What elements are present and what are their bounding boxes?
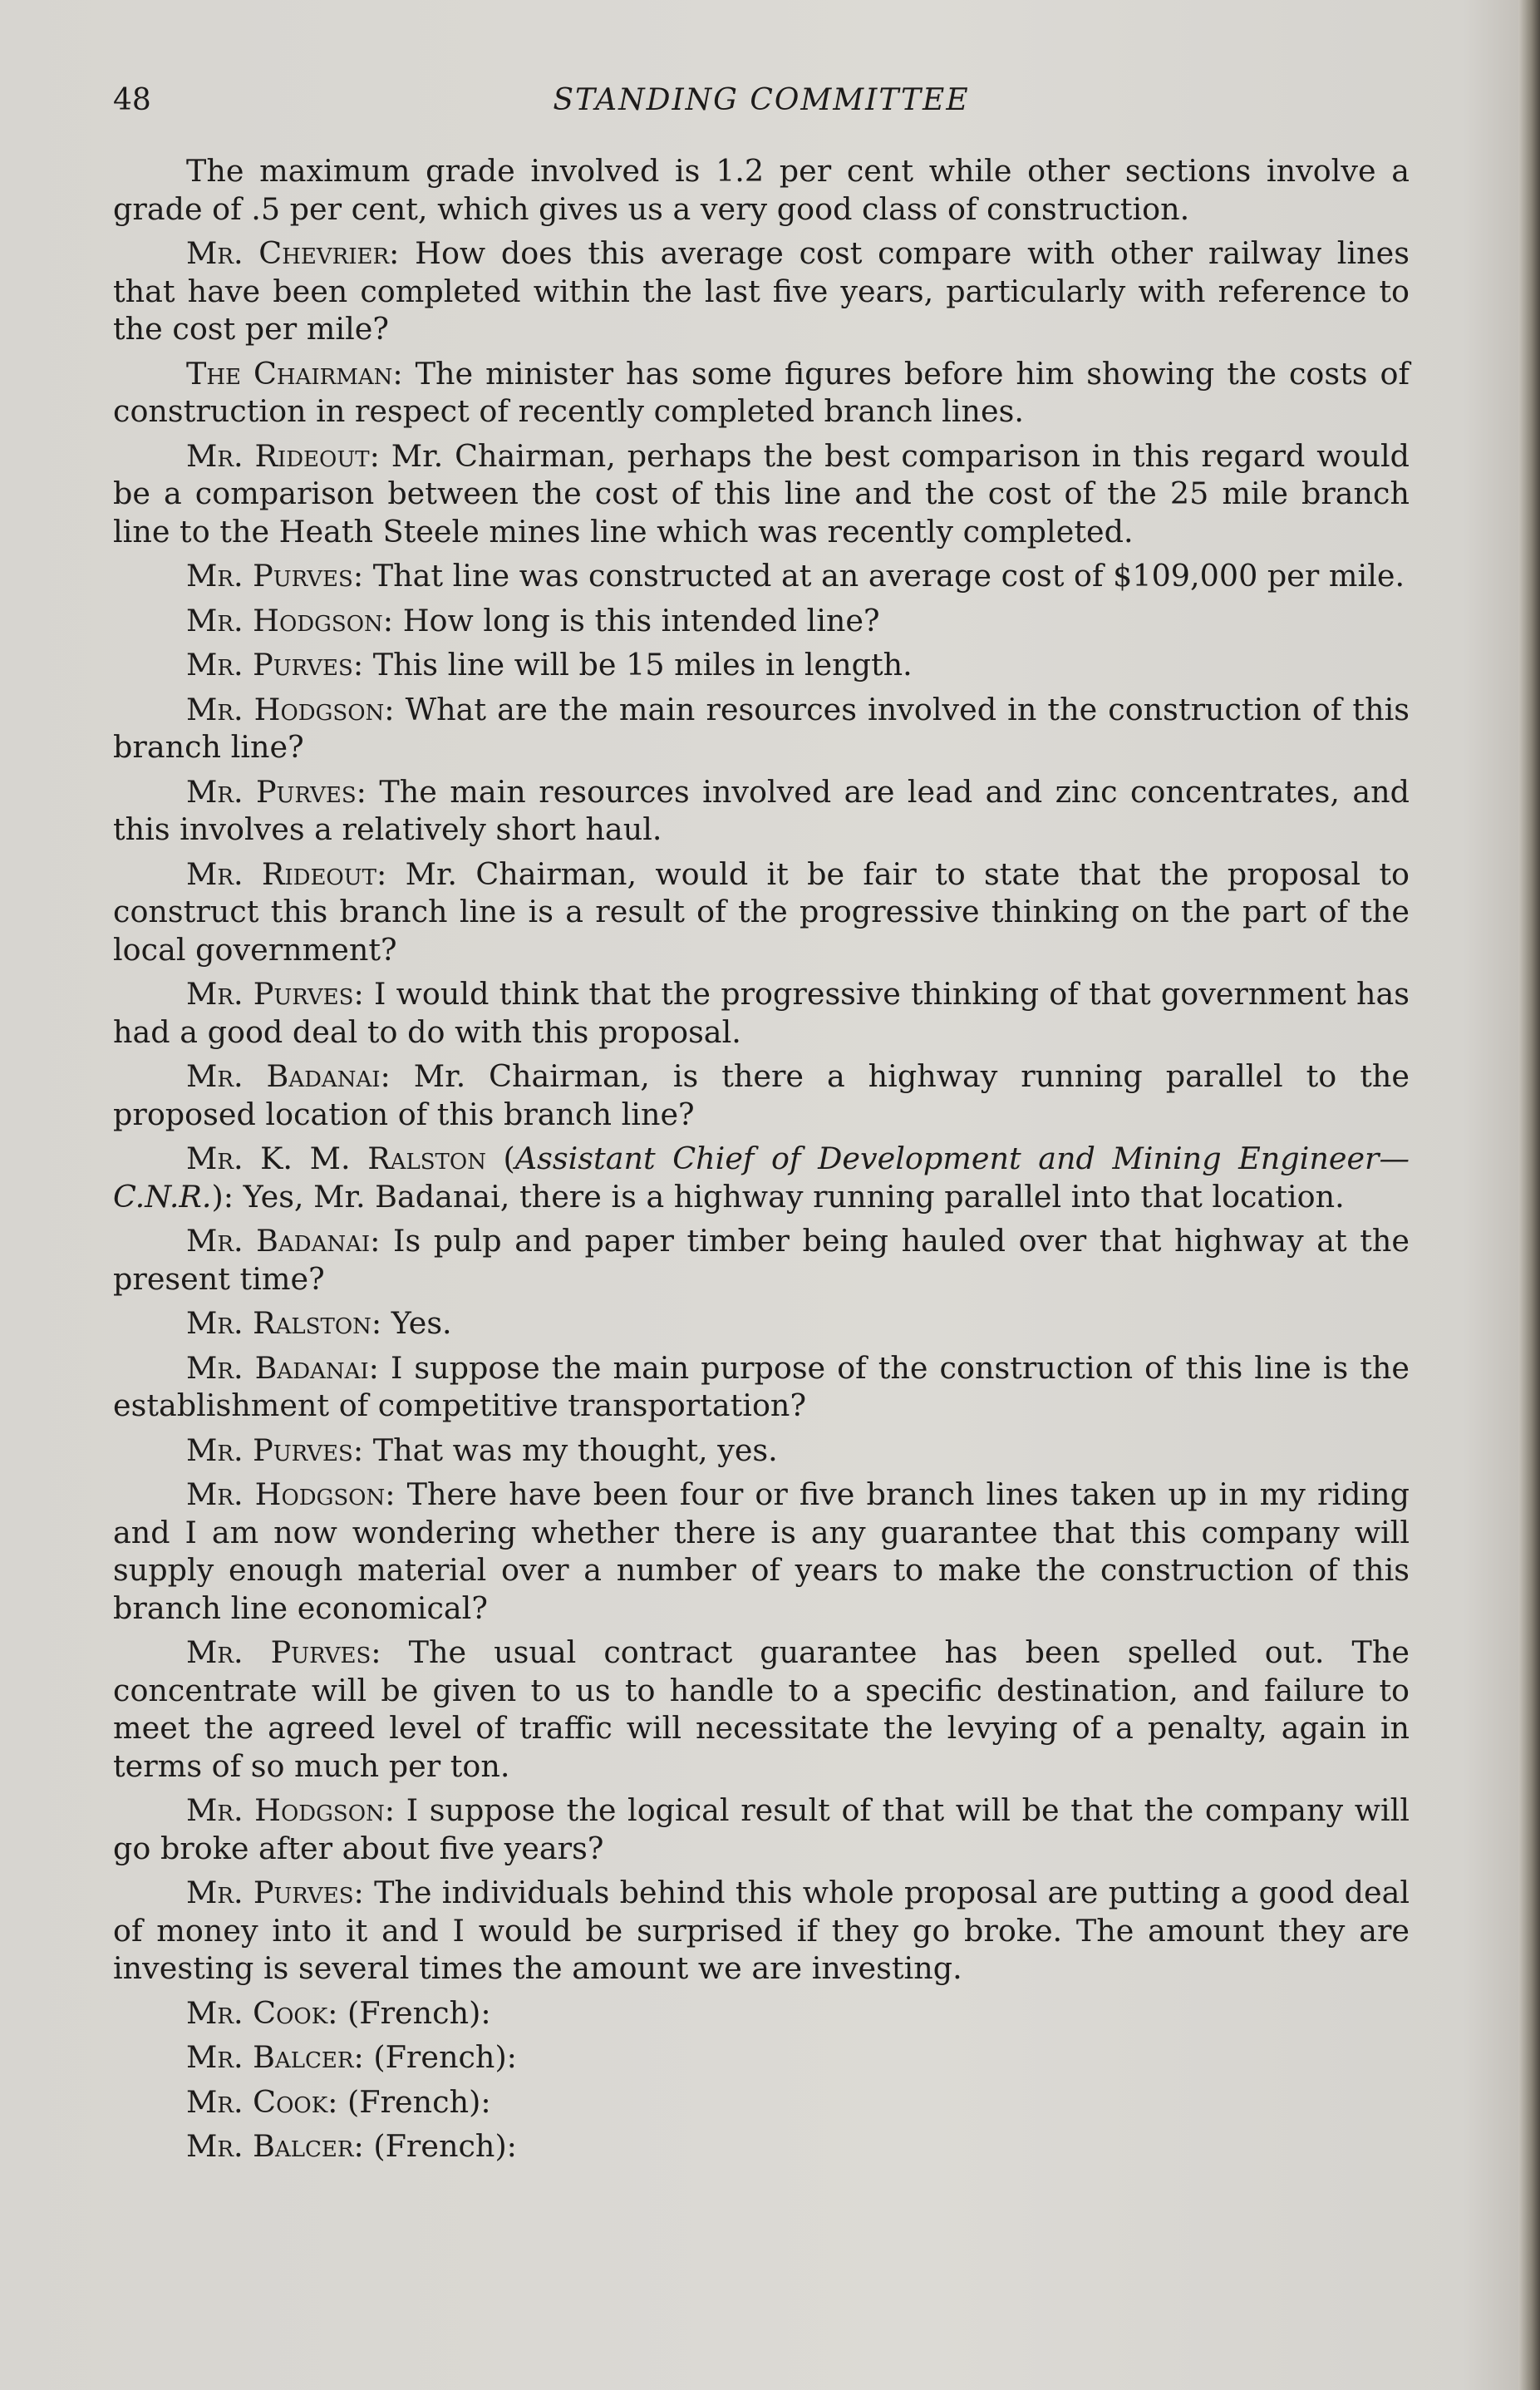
page-body	[113, 152, 1410, 2172]
paragraph	[113, 1874, 1410, 1988]
paragraph	[113, 437, 1410, 551]
paragraph	[113, 1476, 1410, 1627]
paragraph	[113, 355, 1410, 431]
paragraph	[113, 773, 1410, 849]
paragraph	[113, 855, 1410, 969]
speaker-name: Mr. Rideout:	[186, 855, 387, 892]
speaker-name: Mr. Badanai:	[186, 1058, 391, 1094]
paragraph-text: What are the main resources involved in the construction of this branch line?	[113, 691, 1410, 765]
paragraph-text: How does this average cost compare with other railway lines that have been completed within the last five years, particularly with reference to the cost per mile?	[113, 235, 1410, 347]
paragraph-text: I suppose the main purpose of the construction of this line is the establishment of competitive transportation?	[113, 1349, 1410, 1423]
paragraph-text: Is pulp and paper timber being hauled over that highway at the present time?	[113, 1223, 1410, 1297]
speaker-name: Mr. Balcer:	[186, 2128, 364, 2164]
paragraph-text: How long is this intended line?	[393, 602, 880, 638]
paragraph-text: The main resources involved are lead and zinc concentrates, and this involves a relatively short haul.	[113, 773, 1410, 847]
speaker-name: Mr. Purves:	[186, 1875, 364, 1910]
paragraph-text: (French):	[337, 1994, 491, 2031]
paragraph	[113, 602, 1410, 640]
paragraph-text: Yes.	[381, 1305, 452, 1341]
speaker-name: Mr. Purves:	[186, 1634, 381, 1670]
paragraph-text: This line will be 15 miles in length.	[363, 647, 913, 683]
paragraph-text: Mr. Chairman, would it be fair to state that the proposal to construct this branch line is a result of the progressive thinking on the part of the local government?	[113, 855, 1410, 968]
paragraph-text: (French):	[363, 2128, 517, 2164]
paragraph: Mr. K. M. Ralston (Assistant Chief of Development and Mining Engineer— C.N.R.): Yes, Mr. Badanai, there is a highway running parallel into that location.	[113, 1141, 1410, 1215]
speaker-name: Mr. Hodgson:	[186, 1792, 396, 1828]
paragraph	[113, 557, 1410, 595]
paragraph	[113, 1791, 1410, 1867]
speaker-name: Mr. Cook:	[186, 1994, 338, 2031]
paragraph-text: (French):	[363, 2039, 517, 2075]
paragraph-text: Mr. Chairman, perhaps the best comparison in this regard would be a comparison between the cost of this line and the cost of the 25 mile branch line to the Heath Steele mines line which was recently completed.	[113, 437, 1410, 549]
paragraph-text: The maximum grade involved is 1.2 per cent while other sections involve a grade of .5 per cent, which gives us a very good class of construction.	[113, 153, 1410, 227]
speaker-name: Mr. Hodgson:	[186, 691, 395, 727]
paragraph	[113, 234, 1410, 348]
paragraph	[113, 975, 1410, 1051]
speaker-name: Mr. Purves:	[186, 1432, 364, 1468]
paragraph-text: The minister has some figures before him showing the costs of construction in respect of recently completed branch lines.	[113, 355, 1410, 429]
speaker-name: The Chairman:	[186, 355, 403, 392]
speaker-name: Mr. Chevrier:	[186, 235, 400, 271]
speaker-name: Mr. Purves:	[186, 647, 364, 683]
paragraph	[113, 1349, 1410, 1425]
speaker-name: Mr. Ralston:	[186, 1305, 382, 1341]
speaker-name: Mr. Balcer:	[186, 2039, 364, 2075]
paragraph	[113, 152, 1410, 228]
speaker-name: Mr. Rideout:	[186, 437, 380, 474]
paragraph-text: I suppose the logical result of that will be that the company will go broke after about five years?	[113, 1792, 1410, 1866]
paragraph	[113, 1994, 1410, 2033]
paragraph-text: I would think that the progressive thinking of that government has had a good deal to do with this proposal.	[113, 976, 1410, 1050]
paragraph-text: The individuals behind this whole proposal are putting a good deal of money into it and I would be surprised if they go broke. The amount they are investing is several times the amount we are investing.	[113, 1875, 1410, 1986]
running-title: STANDING COMMITTEE	[553, 83, 970, 117]
speaker-name: Mr. Badanai:	[186, 1349, 379, 1386]
paragraph-text: That line was constructed at an average cost of $109,000 per mile.	[363, 558, 1405, 594]
page-binding-edge	[1518, 0, 1540, 2390]
speaker-name: Mr. Hodgson:	[186, 1476, 396, 1512]
paragraph	[113, 2127, 1410, 2166]
speaker-name: Mr. Purves:	[186, 558, 364, 594]
paragraph-text: : Yes, Mr. Badanai, there is a highway running parallel into that location.	[223, 1178, 1345, 1215]
paragraph-text: Mr. Chairman, is there a highway running parallel to the proposed location of this branch line?	[113, 1058, 1410, 1132]
paragraph	[113, 2038, 1410, 2077]
speaker-name: Mr. Hodgson:	[186, 602, 394, 638]
paragraph	[113, 1222, 1410, 1298]
paragraph-text: There have been four or five branch lines taken up in my riding and I am now wondering whether there is any guarantee that this company will supply enough material over a number of years to make the construction of this branch line economical?	[113, 1476, 1410, 1626]
speaker-role: Assistant Chief of Development and Mining Engineer— C.N.R.	[113, 1141, 1410, 1215]
page-header	[113, 83, 1410, 126]
paragraph	[113, 646, 1410, 684]
paragraph	[113, 691, 1410, 766]
paragraph	[113, 1634, 1410, 1785]
paragraph	[113, 2083, 1410, 2121]
speaker-name: Mr. K. M. Ralston	[186, 1141, 486, 1176]
paragraph	[113, 1057, 1410, 1133]
speaker-name: Mr. Cook:	[186, 2083, 338, 2120]
paragraph	[113, 1304, 1410, 1343]
paragraph-text: The usual contract guarantee has been spelled out. The concentrate will be given to us to handle to a specific destination, and failure to meet the agreed level of traffic will necessitate the levying of a penalty, again in terms of so much per ton.	[113, 1634, 1410, 1784]
speaker-name: Mr. Purves:	[186, 773, 367, 810]
speaker-name: Mr. Purves:	[186, 976, 364, 1012]
paragraph-text: That was my thought, yes.	[363, 1432, 778, 1468]
speaker-name: Mr. Badanai:	[186, 1223, 381, 1259]
page-number: 48	[113, 83, 151, 117]
paragraph-text: (French):	[337, 2083, 491, 2120]
paragraph	[113, 1432, 1410, 1470]
